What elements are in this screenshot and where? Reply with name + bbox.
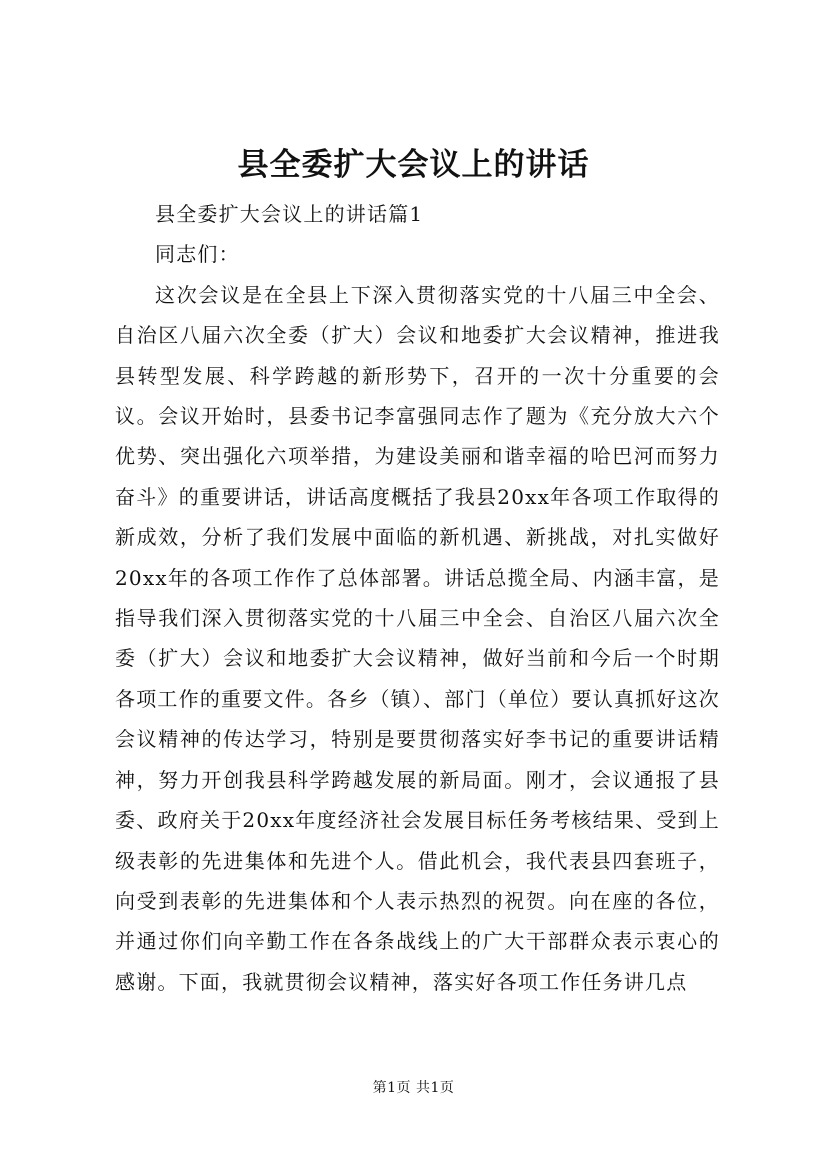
salutation: 同志们： — [155, 242, 240, 267]
document-title: 县全委扩大会议上的讲话 — [237, 147, 590, 183]
document-subtitle: 县全委扩大会议上的讲话篇1 — [155, 202, 424, 226]
document-body — [115, 194, 720, 1002]
body-paragraph: 这次会议是在全县上下深入贯彻落实党的十八届三中全会、自治区八届六次全委（扩大）会议和地委扩大会议精神，推进我县转型发展、科学跨越的新形势下，召开的一次十分重要的会议。会议开始时，县委书记李富强同志作了题为《充分放大六个优势、突出强化六项举措，为建设美丽和谐幸福的哈巴河而努力奋斗》的重要讲话，讲话高度概括了我县20xx年各项工作取得的新成效，分析了我们发展中面临的新机遇、新挑战，对扎实做好20xx年的各项工作作了总体部署。讲话总揽全局、内涵丰富，是指导我们深入贯彻落实党的十八届三中全会、自治区八届六次全委（扩大）会议和地委扩大会议精神，做好当前和今后一个时期各项工作的重要文件。各乡（镇）、部门（单位）要认真抓好这次会议精神的传达学习，特别是要贯彻落实好李书记的重要讲话精神，努力开创我县科学跨越发展的新局面。刚才，会议通报了县委、政府关于20xx年度经济社会发展目标任务考核结果、受到上级表彰的先进集体和先进个人。借此机会，我代表县四套班子，向受到表彰的先进集体和个人表示热烈的祝贺。向在座的各位，并通过你们向辛勤工作在各条战线上的广大干部群众表示衷心的感谢。下面，我就贯彻会议精神，落实好各项工作任务讲几点 — [115, 282, 720, 994]
page-number-footer: 第1页 共1页 — [372, 1080, 455, 1096]
